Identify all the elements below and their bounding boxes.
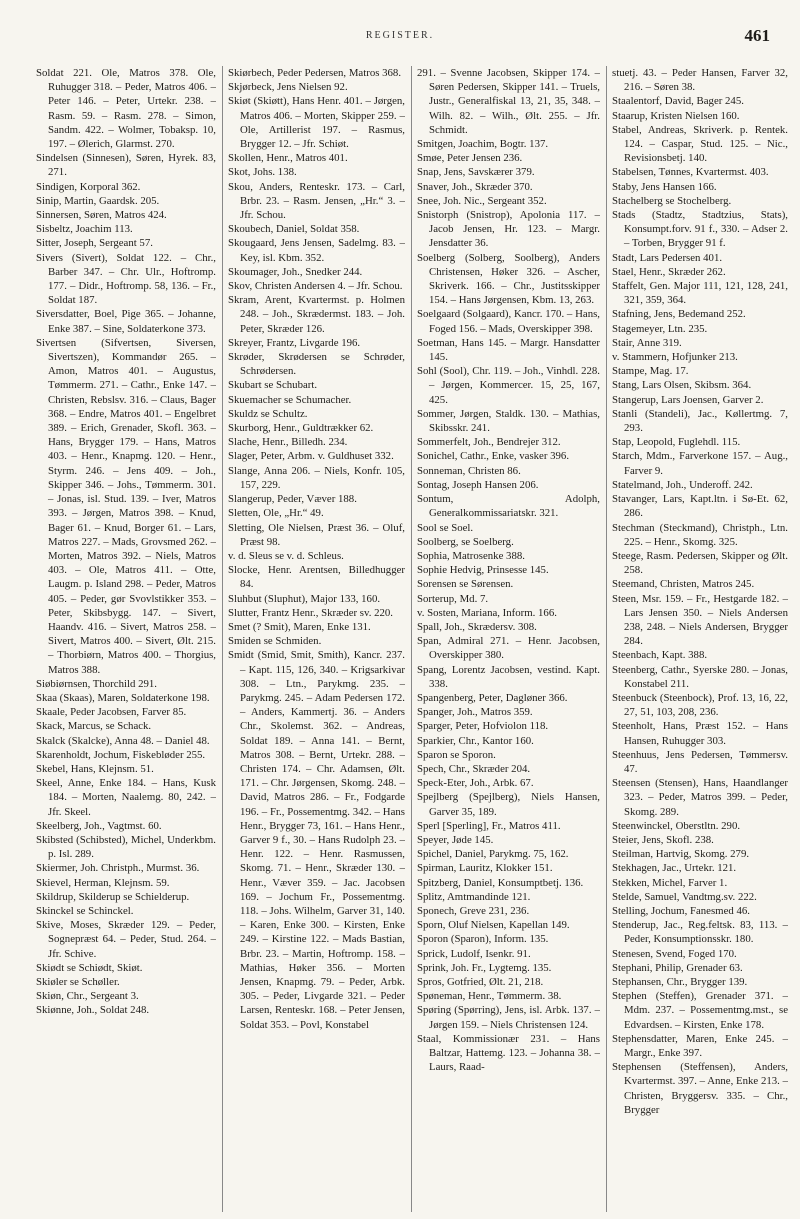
column-2 (222, 66, 405, 1212)
register-entry: Stanli (Standeli), Jac., Køllertmg. 7, 293. (612, 407, 788, 435)
register-entry: Skiermer, Joh. Christph., Murmst. 36. (36, 862, 200, 875)
register-entry: Slocke, Henr. Arentsen, Billedhugger 84. (228, 564, 405, 591)
register-entry: Stampe, Mag. 17. (612, 365, 689, 378)
register-entry: Skiøn, Chr., Sergeant 3. (36, 990, 139, 1003)
register-entry: Stachelberg se Stochelberg. (612, 194, 732, 207)
register-entry: Sporon (Sparon), Inform. 135. (417, 933, 549, 946)
page-header (30, 26, 770, 52)
register-entry: Stephensen (Steffensen), Anders, Kvartermst. 397. – Anne, Enke 213. – Christen, Bryggersv. 335. – Chr., Brygger (612, 1061, 788, 1116)
register-entry: Stagemeyer, Ltn. 235. (612, 322, 708, 335)
register-entry: Span, Admiral 271. – Henr. Jacobsen, Overskipper 380. (417, 635, 600, 662)
register-entry: Stephansen, Chr., Brygger 139. (612, 976, 748, 988)
register-entry: Skrøder, Skrødersen se Schrøder, Schrødersen. (228, 351, 405, 378)
register-entry: Staffelt, Gen. Major 111, 121, 128, 241, 321, 359, 364. (612, 280, 788, 307)
register-entry: Stavanger, Lars, Kapt.ltn. i Sø-Et. 62, 286. (612, 493, 788, 520)
register-entry: Spirman, Lauritz, Klokker 151. (417, 862, 553, 875)
register-entry: Spejlberg (Spejlberg), Niels Hansen, Garver 35, 189. (417, 791, 600, 818)
register-entry: Skiørbech, Peder Pedersen, Matros 368. (228, 67, 402, 79)
register-entry: Sophia, Matrosenke 388. (417, 549, 525, 562)
page-number: 461 (744, 26, 770, 45)
register-entry: Skaa (Skaas), Maren, Soldaterkone 198. (36, 691, 210, 704)
register-entry: Stangerup, Lars Joensen, Garver 2. (612, 393, 764, 406)
register-entry: Steenholt, Hans, Præst 152. – Hans Hansen, Ruhugger 303. (612, 720, 788, 747)
register-entry: Sontag, Joseph Hansen 206. (417, 478, 539, 491)
register-entry: Skalck (Skalcke), Anna 48. – Daniel 48. (36, 734, 210, 747)
register-entry: Spøring (Spørring), Jens, isl. Arbk. 137. – Jørgen 159. – Niels Christensen 124. (417, 1004, 600, 1031)
register-entry: Sinip, Martin, Gaardsk. 205. (36, 194, 160, 207)
register-entry: Stekken, Michel, Farver 1. (612, 876, 728, 889)
register-entry: Steemand, Christen, Matros 245. (612, 578, 755, 591)
register-columns (36, 66, 788, 1212)
register-entry: Skuldz se Schultz. (228, 407, 308, 420)
register-entry: Smitgen, Joachim, Bogtr. 137. (417, 138, 549, 151)
register-entry: Skubart se Schubart. (228, 379, 318, 392)
register-entry: Slache, Henr., Billedh. 234. (228, 436, 348, 449)
register-entry: Skuemacher se Schumacher. (228, 393, 352, 406)
register-entry: Spanger, Joh., Matros 359. (417, 706, 533, 719)
register-entry: Staalentorf, David, Bager 245. (612, 95, 744, 108)
register-entry: Sivers (Sivert), Soldat 122. – Chr., Barber 347. – Chr. Ulr., Hoftromp. 177. – Didr., Hoftromp. 58, 136. – Fr., Soldat 187. (36, 251, 216, 307)
register-entry: Stekhagen, Jac., Urtekr. 121. (612, 862, 737, 875)
register-entry: Sorterup, Md. 7. (417, 592, 489, 605)
register-entry: Sonneman, Christen 86. (417, 464, 521, 477)
register-entry: Stephensdatter, Maren, Enke 245. – Margr., Enke 397. (612, 1032, 788, 1060)
register-entry: Skarenholdt, Jochum, Fiskebløder 255. (36, 748, 206, 761)
register-entry: Sisbeltz, Joachim 113. (36, 223, 133, 236)
register-entry: Slager, Peter, Arbm. v. Guldhuset 332. (228, 450, 394, 463)
register-entry: Skaale, Peder Jacobsen, Farver 85. (36, 706, 187, 719)
running-head: REGISTER. (365, 30, 435, 41)
register-entry: Spall, Joh., Skrædersv. 308. (417, 620, 537, 633)
register-entry: Sonichel, Cathr., Enke, vasker 396. (417, 450, 570, 463)
register-entry: Skot, Johs. 138. (228, 166, 297, 179)
register-entry: Sletting, Ole Nielsen, Præst 36. – Oluf, Præst 98. (228, 521, 405, 548)
register-entry: Sletten, Ole, „Hr.“ 49. (228, 507, 324, 520)
register-entry: Spech, Chr., Skræder 204. (417, 762, 531, 775)
register-entry: Soetman, Hans 145. – Margr. Hansdatter 145. (417, 336, 600, 364)
register-entry: Skreyer, Frantz, Livgarde 196. (228, 336, 361, 349)
register-entry: Skeel, Anne, Enke 184. – Hans, Kusk 184. – Morten, Naalemg. 80, 242. – Jfr. Skeel. (36, 777, 216, 818)
register-entry: Sparkier, Chr., Kantor 160. (417, 734, 534, 747)
register-entry: Staal, Kommissionær 231. – Hans Baltzar, Hattemg. 123. – Johanna 38. – Laurs, Raad- (417, 1032, 600, 1074)
register-entry: Sohl (Sool), Chr. 119. – Joh., Vinhdl. 228. – Jørgen, Kommercer. 15, 25, 167, 425. (417, 365, 600, 406)
register-entry: Speck-Eter, Joh., Arbk. 67. (417, 777, 534, 790)
register-entry: Sivertsen (Sifvertsen, Siversen, Sivertszen), Kommandør 265. – Amon, Matros 401. – Augustus, Tømmerm. 271. – Cathr., Enke 147. – Christen, Rebslsv. 316. – Claus, Bager 368. – Endre, Matros 401. – Engelbret 389. – Erich, Grenader, Skofl. 363. – Hans, Brygger 179. – Hans, Matros 403. – Henr., Knapmg. 120. – Henr., Styrm. 246. – Jens 409. – Joh., Skipper 346. – Johs., Tømmerm. 301. – Jonas, isl. Stud. 139. – Iver, Matros 393. – Jørgen, Matros 398. – Knud, Bager 61. – Knud, Borger 61. – Lars, Matros 227. – Mads, Grovsmed 262. – Morten, Matros 392. – Niels, Matros 403. – Ole, Matros 411. – Otte, Laugm. p. Island 298. – Peder, Matros 405. – Peder, gør Svovlstikker 353. – Peter, Skibsbygg. 147. – Sivert, Haandv. 416. – Sivert, Matros 258. – Sivert, Matros 400. – Sivert, Ølt. 215. – Thorbiørn, Matros 400. – Thorgius, Matros 388. (36, 336, 216, 676)
register-entry: Stenesen, Svend, Foged 170. (612, 947, 737, 960)
register-entry: Sporn, Oluf Nielsen, Kapellan 149. (417, 919, 570, 932)
register-entry: Skollen, Henr., Matros 401. (228, 152, 348, 165)
register-entry: Steilman, Hartvig, Skomg. 279. (612, 848, 750, 861)
register-entry: Smidt (Smid, Smit, Smith), Kancr. 237. – Kapt. 115, 126, 340. – Krigsarkivar 308. – Ltn., Parykmg. 235. – Parykmg. 245. – Adam Pedersen 172. – Anders, Kammertj. 36. – Anders Chr., Skolemst. 362. – Andreas, Soldat 189. – Anna 141. – Bernt, Matros 308. – Bernt, Urtekr. 288. – Christen 174. – Chr. Adamsen, Ølt. 171. – Chr. Jørgensen, Skomg. 248. – David, Matros 286. – Fr., Fodgarde 196. – Fr., Possementmg. 342. – Hans Henr., Brygger 73, 161. – Hans Henr., Garver 9 f., 30. – Hans Rudolph 23. – Henr. 122. – Henr. Rasmussen, Skomg. 71. – Henr., Skræder 130. – Henr., Væver 359. – Jac. Jacobsen 169. – Jochum Fr., Possementmg. 118. – Johs. Wilhelm, Garver 31, 140. – Karen, Enke 300. – Kirsten, Enke 249. – Kirstine 122. – Mads Bastian, Brbr. 23. – Martin, Hoftromp. 158. – Mathias, Høker 356. – Morten Jensen, Knapmg. 79. – Peder, Arbk. 305. – Peder, Livgarde 321. – Peder Larsen, Renteskr. 168. – Peter Jensen, Soldat 353. – Povl, Konstabel (228, 649, 405, 1031)
register-entry: Steier, Jens, Skofl. 238. (612, 833, 714, 846)
register-entry: Sorensen se Sørensen. (417, 578, 514, 591)
register-entry: Spichel, Daniel, Parykmg. 75, 162. (417, 848, 569, 861)
register-entry: Skiøt (Skiøtt), Hans Henr. 401. – Jørgen, Matros 406. – Morten, Skipper 259. – Ole, Artillerist 197. – Rasmus, Brygger 12. – Jfr. Schiøt. (228, 95, 405, 151)
register-entry: Stabel, Andreas, Skriverk. p. Rentek. 124. – Caspar, Stud. 125. – Nic., Revisionsbetj. 140. (612, 123, 788, 165)
column-3 (411, 66, 600, 1212)
register-entry: Skibsted (Schibsted), Michel, Underkbm. p. Isl. 289. (36, 833, 216, 861)
register-entry: Sparon se Sporon. (417, 748, 496, 761)
register-entry: Skebel, Hans, Klejnsm. 51. (36, 762, 154, 775)
register-entry: Snistorph (Snistrop), Apolonia 117. – Jacob Jensen, Hr. 123. – Margr. Jensdatter 36. (417, 209, 600, 250)
register-entry: Smøe, Peter Jensen 236. (417, 152, 523, 165)
register-entry: Spang, Lorentz Jacobsen, vestind. Kapt. 338. (417, 663, 600, 690)
register-entry: Skeelberg, Joh., Vagtmst. 60. (36, 819, 162, 832)
register-entry: 291. – Svenne Jacobsen, Skipper 174. – Søren Pedersen, Skipper 141. – Truels, Justr., Generalfiskal 13, 21, 35, 348. – Wilh. 82. – Wilh., Ølt. 255. – Jfr. Schmidt. (417, 67, 600, 136)
register-entry: Sommer, Jørgen, Staldk. 130. – Mathias, Skibsskr. 241. (417, 407, 600, 435)
register-entry: Sommerfelt, Joh., Bendrejer 312. (417, 436, 561, 449)
register-entry: v. d. Sleus se v. d. Schleus. (228, 549, 344, 562)
column-4 (606, 66, 788, 1212)
register-entry: Steensen (Stensen), Hans, Haandlanger 323. – Peder, Matros 399. – Peder, Skomg. 289. (612, 777, 788, 818)
register-entry: Spøneman, Henr., Tømmerm. 38. (417, 990, 562, 1003)
register-entry: Steen, Msr. 159. – Fr., Hestgarde 182. – Lars Jensen 350. – Niels Andersen 238, 248. – Niels Andersen, Brygger 284. (612, 592, 788, 648)
register-entry: Stafning, Jens, Bedemand 252. (612, 308, 746, 321)
register-entry: Spros, Gotfried, Ølt. 21, 218. (417, 976, 544, 988)
column-1 (36, 66, 216, 1212)
register-entry: Snaver, Joh., Skræder 370. (417, 180, 533, 193)
register-entry: Smiden se Schmiden. (228, 635, 322, 648)
register-entry: v. Sosten, Mariana, Inform. 166. (417, 606, 557, 619)
register-entry: Skack, Marcus, se Schack. (36, 720, 152, 733)
register-entry: Skram, Arent, Kvartermst. p. Holmen 248. – Joh., Skrædermst. 183. – Joh. Peter, Skræder 126. (228, 294, 405, 335)
register-entry: Skievel, Herman, Klejnsm. 59. (36, 876, 170, 889)
register-entry: Stads (Stadtz, Stadtzius, Stats), Konsumpt.forv. 91 f., 330. – Adser 2. – Torben, Brygger 91 f. (612, 209, 788, 250)
register-entry: Skive, Moses, Skræder 129. – Peder, Sognepræst 64. – Peder, Stud. 264. – Jfr. Schive. (36, 919, 216, 960)
register-entry: Sontum, Adolph, Generalkommissariatskr. 321. (417, 493, 600, 520)
register-entry: Statelmand, Joh., Underoff. 242. (612, 478, 753, 491)
register-entry: Skoubech, Daniel, Soldat 358. (228, 223, 360, 236)
register-entry: Soelgaard (Solgaard), Kancr. 170. – Hans, Foged 156. – Mads, Overskipper 398. (417, 308, 600, 335)
register-entry: Smet (? Smit), Maren, Enke 131. (228, 620, 371, 633)
register-entry: Skou, Anders, Renteskr. 173. – Carl, Brbr. 23. – Rasm. Jensen, „Hr.“ 3. – Jfr. Schou. (228, 180, 405, 222)
register-entry: Steenhuus, Jens Pedersen, Tømmersv. 47. (612, 748, 788, 775)
register-entry: Steenwinckel, Oberstltn. 290. (612, 819, 741, 832)
register-entry: Snap, Jens, Savskærer 379. (417, 166, 535, 179)
register-entry: Steege, Rasm. Pedersen, Skipper og Ølt. 258. (612, 549, 788, 577)
register-entry: Stelde, Samuel, Vandtmg.sv. 222. (612, 890, 757, 903)
register-entry: Snee, Joh. Nic., Sergeant 352. (417, 194, 547, 207)
register-entry: Sperl [Sperling], Fr., Matros 411. (417, 819, 561, 832)
register-entry: Steenbuck (Steenbock), Prof. 13, 16, 22, 27, 51, 103, 208, 236. (612, 691, 788, 719)
register-entry: Siøbiørnsen, Thorchild 291. (36, 677, 157, 690)
register-entry: Stephen (Steffen), Grenader 371. – Mdm. 237. – Possementmg.mst., se Edvardsen. – Kirsten, Enke 178. (612, 990, 788, 1031)
register-entry: Sitter, Joseph, Sergeant 57. (36, 237, 153, 250)
register-entry: Stair, Anne 319. (612, 336, 682, 349)
register-entry: Stenderup, Jac., Reg.feltsk. 83, 113. – Peder, Konsumptionsskr. 180. (612, 919, 788, 946)
register-entry: Soelberg (Solberg, Soolberg), Anders Christensen, Høker 326. – Ascher, Skriverk. 166. – Chr., Justitsskipper 154. – Hans Jørgensen, Kbm. 13, 263. (417, 251, 600, 307)
register-entry: Steenbach, Kapt. 388. (612, 649, 708, 662)
register-entry: Slangerup, Peder, Væver 188. (228, 493, 357, 506)
register-entry: Stelling, Jochum, Fanesmed 46. (612, 904, 750, 917)
register-entry: Skov, Christen Andersen 4. – Jfr. Schou. (228, 280, 403, 293)
register-entry: Speyer, Jøde 145. (417, 833, 494, 846)
register-entry: Stang, Lars Olsen, Skibsm. 364. (612, 379, 752, 392)
register-entry: Skoumager, Joh., Snedker 244. (228, 265, 363, 278)
register-entry: Stael, Henr., Skræder 262. (612, 265, 726, 278)
register-entry: Siversdatter, Boel, Pige 365. – Johanne, Enke 387. – Sine, Soldaterkone 373. (36, 308, 216, 335)
register-entry: Skiønne, Joh., Soldat 248. (36, 1004, 150, 1017)
register-entry: Sophie Hedvig, Prinsesse 145. (417, 564, 549, 577)
register-entry: Skiødt se Schiødt, Skiøt. (36, 961, 143, 974)
register-entry: Soldat 221. Ole, Matros 378. Ole, Ruhugger 318. – Peder, Matros 406. – Peter 146. – Peter, Urtekr. 238. – Rasm. 59. – Rasm. 278. – Simon, Sandm. 422. – Wolmer, Tobaksp. 10, 197. – Ølerich, Glarmst. 270. (36, 67, 216, 151)
register-entry: Sponech, Greve 231, 236. (417, 904, 530, 917)
register-entry: Staarup, Kristen Nielsen 160. (612, 109, 740, 122)
register-entry: Sindigen, Korporal 362. (36, 180, 141, 193)
register-entry: Skiøler se Schøller. (36, 976, 120, 988)
register-entry: Soolberg, se Soelberg. (417, 535, 514, 548)
register-entry: Skougaard, Jens Jensen, Sadelmg. 83. – Key, isl. Kbm. 352. (228, 237, 405, 264)
register-entry: Steenberg, Cathr., Syerske 280. – Jonas, Konstabel 211. (612, 663, 788, 690)
register-entry: Sinnersen, Søren, Matros 424. (36, 209, 167, 222)
register-entry: v. Stammern, Hofjunker 213. (612, 351, 738, 364)
register-entry: Stabelsen, Tønnes, Kvartermst. 403. (612, 166, 769, 179)
register-entry: Skurborg, Henr., Guldtrækker 62. (228, 422, 374, 435)
register-entry: Splitz, Amtmandinde 121. (417, 890, 531, 903)
register-entry: Stechman (Steckmand), Christph., Ltn. 225. – Henr., Skomg. 325. (612, 521, 788, 548)
register-entry: Spitzberg, Daniel, Konsumptbetj. 136. (417, 876, 584, 889)
register-entry: Sindelsen (Sinnesen), Søren, Hyrek. 83, 271. (36, 152, 216, 179)
register-entry: Starch, Mdm., Farverkone 157. – Aug., Farver 9. (612, 450, 788, 477)
register-entry: Sparger, Peter, Hofviolon 118. (417, 720, 549, 733)
register-entry: Sprick, Ludolf, Isenkr. 91. (417, 947, 531, 960)
register-entry: Slutter, Frantz Henr., Skræder sv. 220. (228, 606, 393, 619)
register-entry: Spangenberg, Peter, Dagløner 366. (417, 691, 568, 704)
register-entry: Slange, Anna 206. – Niels, Konfr. 105, 157, 229. (228, 464, 405, 491)
register-entry: Skildrup, Skilderup se Schielderup. (36, 890, 190, 903)
register-entry: Sool se Soel. (417, 521, 474, 534)
register-entry: Sprink, Joh. Fr., Lygtemg. 135. (417, 961, 552, 974)
register-entry: Skinckel se Schinckel. (36, 904, 134, 917)
register-entry: Sluhbut (Sluphut), Major 133, 160. (228, 592, 381, 605)
register-entry: Staby, Jens Hansen 166. (612, 180, 717, 193)
register-entry: Stadt, Lars Pedersen 401. (612, 251, 723, 264)
register-entry: Stephani, Philip, Grenader 63. (612, 961, 743, 974)
register-entry: Stap, Leopold, Fuglehdl. 115. (612, 436, 741, 449)
register-entry: Skjørbeck, Jens Nielsen 92. (228, 81, 348, 94)
register-entry: stuetj. 43. – Peder Hansen, Farver 32, 216. – Søren 38. (612, 67, 788, 94)
